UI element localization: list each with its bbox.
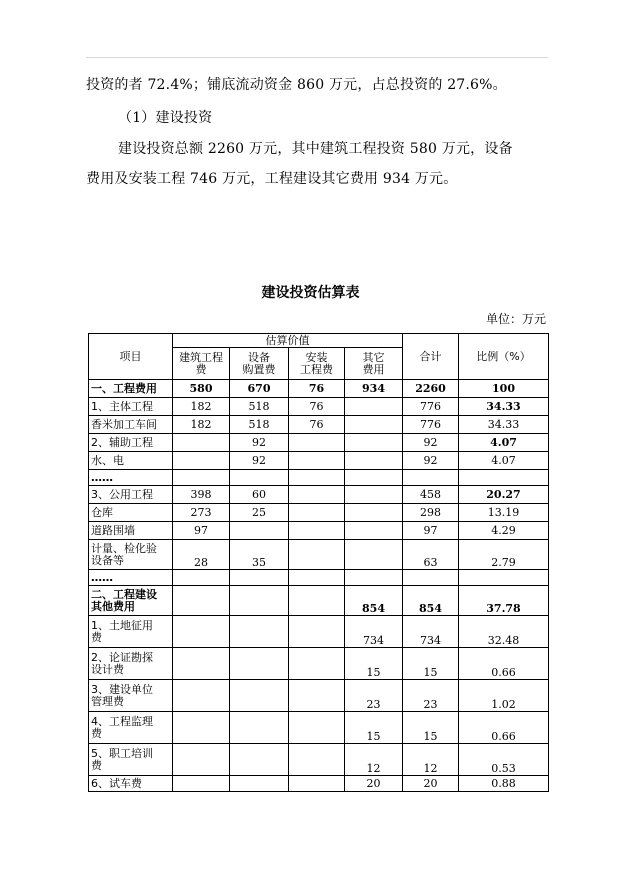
cell-ratio: 34.33 — [459, 398, 549, 416]
cell-construction — [173, 712, 230, 744]
table-row — [89, 434, 549, 452]
row-item-line2: 费 — [91, 758, 102, 772]
row-item — [89, 648, 173, 680]
cell-equipment: 60 — [230, 486, 289, 504]
cell-install — [289, 776, 345, 792]
table-row — [89, 776, 549, 792]
header-construction-line2: 费 — [195, 362, 207, 376]
cell-equipment: 518 — [230, 416, 289, 434]
header-estimate-group: 估算价值 — [173, 334, 403, 348]
row-item-line1: 计量、检化验 — [91, 541, 157, 555]
cell-ratio: 0.66 — [459, 648, 549, 680]
cell-ratio: 0.88 — [459, 776, 549, 792]
paragraph-line-1: 投资的者 72.4%；铺底流动资金 860 万元，占总投资的 27.6%。 — [86, 77, 507, 93]
header-construction — [173, 348, 230, 380]
cell-total: 63 — [403, 540, 459, 570]
header-rule — [86, 57, 548, 58]
cell-install — [289, 712, 345, 744]
cell-total: 2260 — [403, 380, 459, 398]
header-other-line2: 费用 — [362, 362, 385, 376]
section-heading: （1）建设投资 — [118, 110, 213, 126]
cell-ratio: 4.07 — [459, 452, 549, 470]
row-item: 一、工程费用 — [89, 380, 173, 398]
row-item — [89, 540, 173, 570]
cell-other: 734 — [345, 616, 403, 648]
cell-other — [345, 452, 403, 470]
row-item: 6、试车费 — [89, 776, 173, 792]
cell-construction — [173, 586, 230, 616]
cell-ratio — [459, 570, 549, 586]
cell-equipment — [230, 744, 289, 776]
row-item: 2、辅助工程 — [89, 434, 173, 452]
cell-construction: 182 — [173, 398, 230, 416]
cell-total — [403, 470, 459, 486]
cell-total: 92 — [403, 452, 459, 470]
cell-ratio: 37.78 — [459, 586, 549, 616]
cell-total: 97 — [403, 522, 459, 540]
cell-construction: 398 — [173, 486, 230, 504]
row-item: 水、电 — [89, 452, 173, 470]
row-item: 香米加工车间 — [89, 416, 173, 434]
table-row — [89, 540, 549, 570]
row-item: …… — [89, 570, 173, 586]
cell-install — [289, 680, 345, 712]
row-item: 道路围墙 — [89, 522, 173, 540]
cell-other: 15 — [345, 648, 403, 680]
cell-construction: 273 — [173, 504, 230, 522]
row-item-line2: 设计费 — [91, 662, 124, 676]
cell-other — [345, 540, 403, 570]
cell-equipment: 670 — [230, 380, 289, 398]
row-item — [89, 744, 173, 776]
header-ratio: 比例（%） — [459, 334, 549, 380]
table-row — [89, 586, 549, 616]
header-equipment — [230, 348, 289, 380]
cell-equipment — [230, 586, 289, 616]
cell-equipment: 92 — [230, 452, 289, 470]
cell-install — [289, 540, 345, 570]
row-item — [89, 616, 173, 648]
cell-construction — [173, 470, 230, 486]
cell-other: 854 — [345, 586, 403, 616]
cell-ratio: 100 — [459, 380, 549, 398]
table-row — [89, 616, 549, 648]
cell-other — [345, 416, 403, 434]
table-row — [89, 416, 549, 434]
row-item: 1、主体工程 — [89, 398, 173, 416]
paragraph-line-4: 费用及安装工程 746 万元，工程建设其它费用 934 万元。 — [86, 171, 458, 187]
cell-equipment: 92 — [230, 434, 289, 452]
cell-construction — [173, 616, 230, 648]
cell-construction — [173, 452, 230, 470]
cell-total: 298 — [403, 504, 459, 522]
row-item — [89, 586, 173, 616]
cell-ratio: 32.48 — [459, 616, 549, 648]
header-equipment-line1: 设备 — [248, 350, 270, 364]
table-row — [89, 744, 549, 776]
header-item: 项目 — [89, 334, 173, 380]
cell-install: 76 — [289, 398, 345, 416]
row-item: 3、公用工程 — [89, 486, 173, 504]
cell-install — [289, 616, 345, 648]
row-item: 仓库 — [89, 504, 173, 522]
cell-other: 934 — [345, 380, 403, 398]
cell-other — [345, 398, 403, 416]
cell-other — [345, 470, 403, 486]
row-item-line2: 设备等 — [91, 553, 124, 567]
cell-total: 20 — [403, 776, 459, 792]
cell-install — [289, 570, 345, 586]
table-row — [89, 522, 549, 540]
cell-construction — [173, 776, 230, 792]
cell-install: 76 — [289, 380, 345, 398]
cell-equipment — [230, 522, 289, 540]
cell-install — [289, 504, 345, 522]
cell-total — [403, 570, 459, 586]
cell-total: 734 — [403, 616, 459, 648]
row-item-line1: 5、职工培训 — [91, 746, 153, 760]
row-item-line1: 1、土地征用 — [91, 618, 153, 632]
cell-ratio: 13.19 — [459, 504, 549, 522]
cell-equipment: 25 — [230, 504, 289, 522]
cell-total: 12 — [403, 744, 459, 776]
cell-install — [289, 486, 345, 504]
table-row — [89, 470, 549, 486]
cell-construction — [173, 434, 230, 452]
row-item — [89, 680, 173, 712]
paragraph-line-3: 建设投资总额 2260 万元，其中建筑工程投资 580 万元，设备 — [118, 141, 513, 157]
cell-construction: 97 — [173, 522, 230, 540]
cell-equipment — [230, 616, 289, 648]
cell-construction — [173, 744, 230, 776]
cell-install — [289, 434, 345, 452]
cell-equipment: 518 — [230, 398, 289, 416]
header-other-line1: 其它 — [362, 350, 385, 364]
cell-install — [289, 648, 345, 680]
cell-construction: 182 — [173, 416, 230, 434]
table-row — [89, 570, 549, 586]
cell-equipment — [230, 712, 289, 744]
cell-other: 23 — [345, 680, 403, 712]
cell-total: 15 — [403, 712, 459, 744]
cell-construction — [173, 648, 230, 680]
table-row — [89, 398, 549, 416]
cell-equipment — [230, 470, 289, 486]
header-install — [289, 348, 345, 380]
cell-other — [345, 486, 403, 504]
table-row — [89, 452, 549, 470]
cell-install: 76 — [289, 416, 345, 434]
header-other — [345, 348, 403, 380]
cell-total: 854 — [403, 586, 459, 616]
cell-ratio: 1.02 — [459, 680, 549, 712]
cell-other — [345, 570, 403, 586]
row-item-line2: 费 — [91, 630, 102, 644]
cell-construction: 28 — [173, 540, 230, 570]
cell-construction — [173, 680, 230, 712]
cell-ratio: 0.53 — [459, 744, 549, 776]
table-row — [89, 486, 549, 504]
row-item-line1: 2、论证勘探 — [91, 650, 153, 664]
table-title: 建设投资估算表 — [261, 285, 360, 301]
cell-ratio: 2.79 — [459, 540, 549, 570]
header-install-line1: 安装 — [305, 350, 328, 364]
cell-construction: 580 — [173, 380, 230, 398]
cell-other — [345, 522, 403, 540]
row-item — [89, 712, 173, 744]
header-equipment-line2: 购置费 — [242, 362, 276, 376]
cell-ratio: 34.33 — [459, 416, 549, 434]
cell-ratio: 4.29 — [459, 522, 549, 540]
cell-install — [289, 586, 345, 616]
header-total: 合计 — [403, 334, 459, 380]
row-item: …… — [89, 470, 173, 486]
cell-equipment — [230, 570, 289, 586]
unit-label: 单位：万元 — [486, 312, 547, 326]
table-row — [89, 504, 549, 522]
cell-other: 15 — [345, 712, 403, 744]
row-item-line1: 3、建设单位 — [91, 682, 153, 696]
row-item-line2: 管理费 — [91, 694, 124, 708]
cell-equipment — [230, 648, 289, 680]
cell-total: 776 — [403, 416, 459, 434]
cell-other — [345, 434, 403, 452]
cell-total: 776 — [403, 398, 459, 416]
cell-install — [289, 470, 345, 486]
cell-install — [289, 452, 345, 470]
row-item-line1: 二、工程建设 — [91, 587, 157, 601]
cell-total: 458 — [403, 486, 459, 504]
cell-other — [345, 504, 403, 522]
cell-construction — [173, 570, 230, 586]
cell-other: 20 — [345, 776, 403, 792]
row-item-line2: 其他费用 — [91, 599, 135, 613]
table-row — [89, 680, 549, 712]
row-item-line1: 4、工程监理 — [91, 714, 153, 728]
table-row — [89, 380, 549, 398]
cell-install — [289, 522, 345, 540]
cell-ratio: 4.07 — [459, 434, 549, 452]
cell-ratio — [459, 470, 549, 486]
cell-install — [289, 744, 345, 776]
cell-total: 15 — [403, 648, 459, 680]
row-item-line2: 费 — [91, 726, 102, 740]
cell-equipment: 35 — [230, 540, 289, 570]
cell-equipment — [230, 776, 289, 792]
cell-equipment — [230, 680, 289, 712]
cell-total: 23 — [403, 680, 459, 712]
cell-other: 12 — [345, 744, 403, 776]
cell-total: 92 — [403, 434, 459, 452]
header-install-line2: 工程费 — [300, 362, 333, 376]
investment-estimate-table — [88, 333, 549, 792]
cell-ratio: 20.27 — [459, 486, 549, 504]
header-construction-line1: 建筑工程 — [179, 350, 223, 364]
table-row — [89, 648, 549, 680]
cell-ratio: 0.66 — [459, 712, 549, 744]
table-row — [89, 712, 549, 744]
